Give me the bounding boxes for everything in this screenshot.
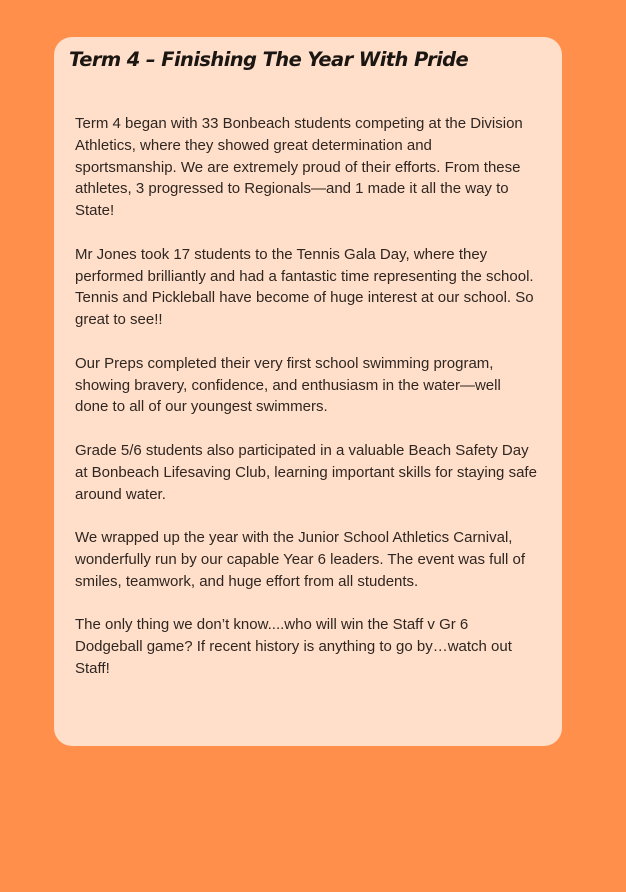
article-body	[75, 113, 537, 702]
paragraph-swimming: Our Preps completed their very first school swimming program, showing bravery, confidence, and enthusiasm in the water—well done to all of our youngest swimmers.	[75, 354, 501, 416]
article-card	[54, 37, 562, 746]
paragraph-athletics: Term 4 began with 33 Bonbeach students competing at the Division Athletics, where they showed great determination and sportsmanship. We are extremely proud of their efforts. From these athletes, 3 progressed to Regionals—and 1 made it all the way to State!	[75, 115, 523, 220]
paragraph-carnival: We wrapped up the year with the Junior School Athletics Carnival, wonderfully run by our capable Year 6 leaders. The event was full of smiles, teamwork, and huge effort from all students.	[75, 529, 525, 590]
article-title: Term 4 – Finishing The Year With Pride	[69, 48, 469, 71]
paragraph-tennis: Mr Jones took 17 students to the Tennis Gala Day, where they performed brilliantly and had a fantastic time representing the school. Tennis and Pickleball have become of huge interest at our school. So great to see!!	[75, 245, 534, 329]
paragraph-beach-safety: Grade 5/6 students also participated in a valuable Beach Safety Day at Bonbeach Lifesaving Club, learning important skills for staying safe around water.	[75, 441, 537, 503]
paragraph-dodgeball: The only thing we don’t know....who will win the Staff v Gr 6 Dodgeball game? If recent history is anything to go by…watch out Staff!	[75, 616, 512, 677]
